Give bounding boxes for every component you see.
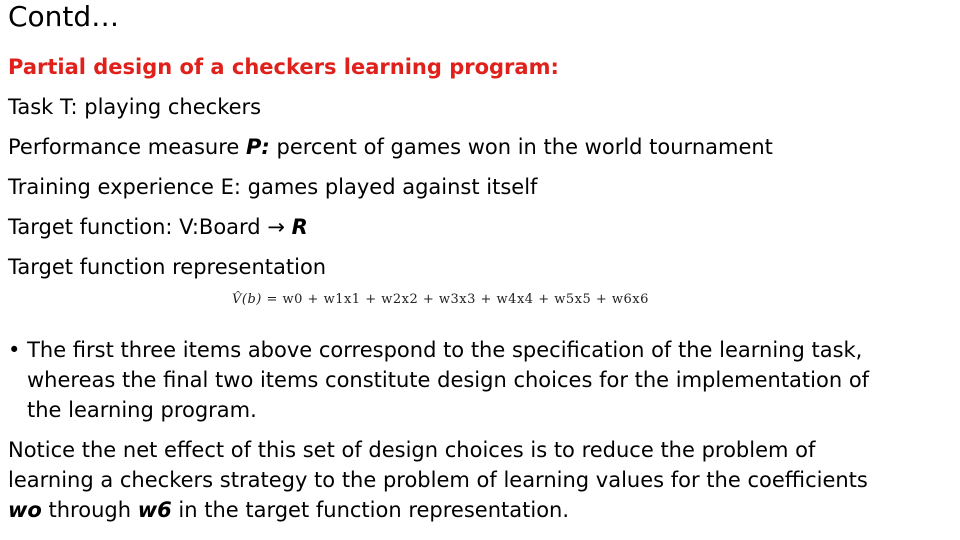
target-function-line	[8, 214, 308, 240]
target-r: R	[291, 215, 308, 239]
section-heading: Partial design of a checkers learning program:	[8, 55, 559, 79]
slide-title: Contd…	[8, 0, 120, 33]
formula-rhs: = w0 + w1x1 + w2x2 + w3x3 + w4x4 + w5x5 + w6x6	[266, 292, 649, 307]
notice-through: through	[41, 498, 138, 522]
notice-line-2: learning a checkers strategy to the problem of learning values for the coefficients	[8, 468, 868, 492]
formula-lhs: V̂(b)	[232, 292, 262, 307]
performance-p: P:	[246, 135, 270, 159]
performance-line	[8, 134, 773, 160]
training-line: Training experience E: games played against itself	[8, 175, 538, 199]
notice-suffix: in the target function representation.	[171, 498, 570, 522]
bullet-line-3: the learning program.	[27, 398, 257, 422]
target-function-formula	[232, 292, 649, 307]
coefficient-w0: wo	[8, 498, 42, 522]
coefficient-w6: w6	[137, 498, 172, 522]
bullet-paragraph	[8, 335, 948, 425]
bullet-marker: •	[8, 338, 21, 362]
performance-suffix: percent of games won in the world tournament	[269, 135, 773, 159]
representation-line: Target function representation	[8, 255, 327, 279]
target-prefix: Target function: V:Board	[8, 215, 268, 239]
arrow-icon: →	[267, 215, 285, 239]
notice-paragraph	[8, 435, 952, 525]
notice-line-3	[8, 495, 952, 525]
performance-prefix: Performance measure	[8, 135, 247, 159]
bullet-line-2: whereas the final two items constitute design choices for the implementation of	[27, 368, 870, 392]
bullet-text-1: The first three items above correspond to the specification of the learning task,	[27, 338, 863, 362]
notice-line-1: Notice the net effect of this set of design choices is to reduce the problem of	[8, 438, 816, 462]
task-line: Task T: playing checkers	[8, 95, 262, 119]
bullet-line-1	[8, 335, 948, 365]
